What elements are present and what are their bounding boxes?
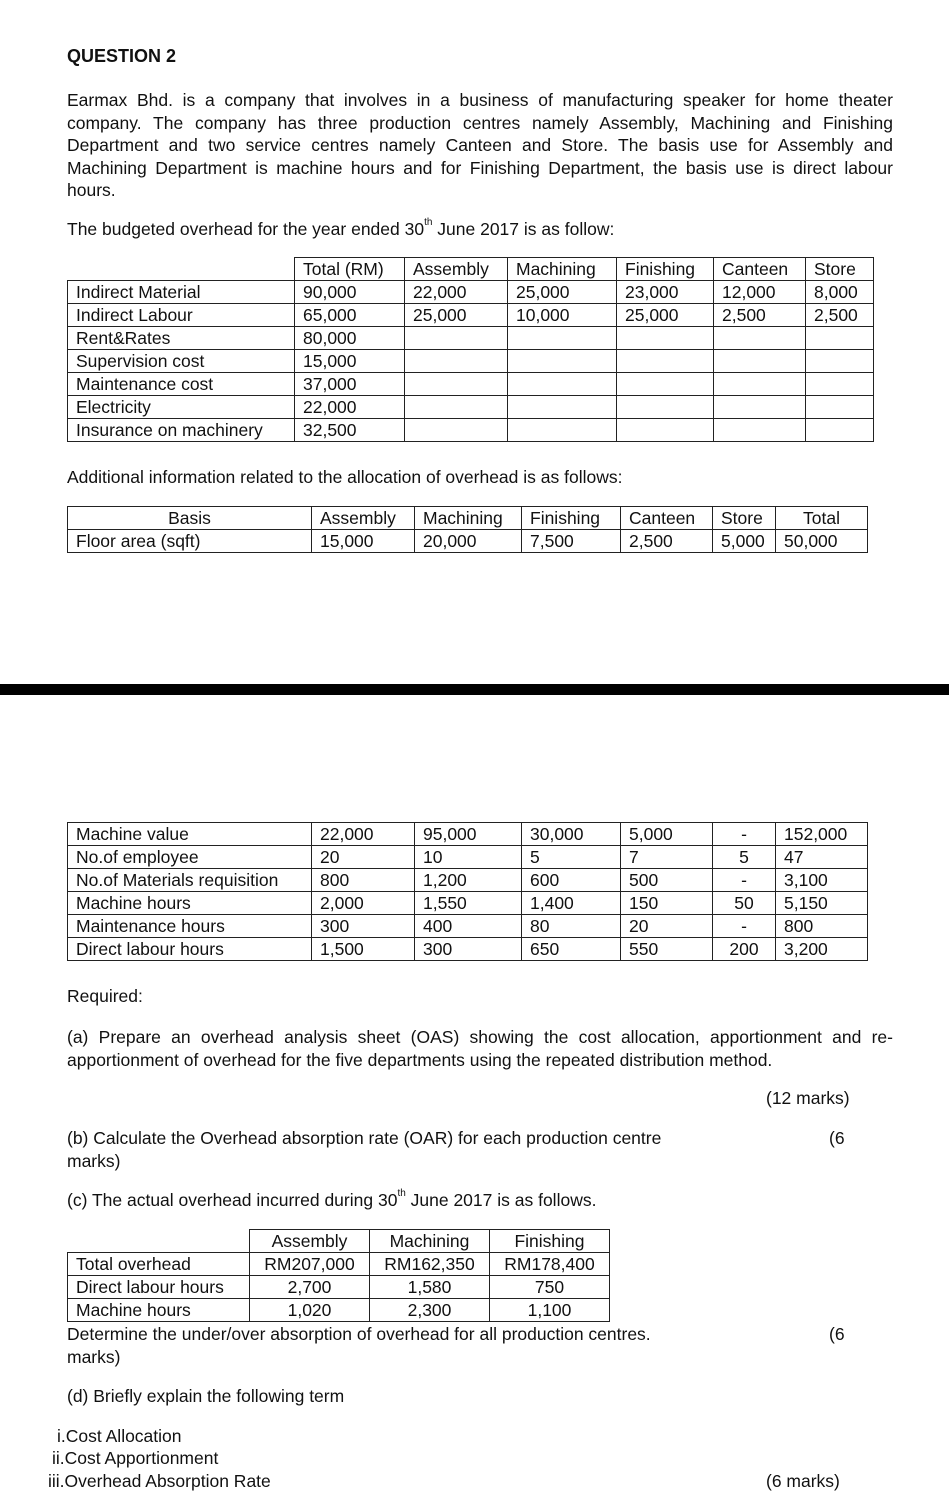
cell: 2,000 <box>312 892 415 915</box>
header-cell <box>68 258 295 281</box>
cell: 750 <box>490 1276 610 1299</box>
cell: RM162,350 <box>370 1253 490 1276</box>
cell: 1,550 <box>415 892 522 915</box>
header-cell: Assembly <box>250 1230 370 1253</box>
table-row <box>68 304 874 327</box>
cell: 3,200 <box>776 938 868 961</box>
header-cell <box>68 1230 250 1253</box>
cell: 25,000 <box>405 304 508 327</box>
cell: 1,580 <box>370 1276 490 1299</box>
row-label: Insurance on machinery <box>68 419 295 442</box>
cell: RM207,000 <box>250 1253 370 1276</box>
row-label: Rent&Rates <box>68 327 295 350</box>
cell <box>617 327 714 350</box>
table-row <box>68 530 868 553</box>
cell: 5,150 <box>776 892 868 915</box>
cell: 20 <box>621 915 713 938</box>
cell <box>405 373 508 396</box>
table-row <box>68 1253 610 1276</box>
cell: 37,000 <box>295 373 405 396</box>
cell: 300 <box>415 938 522 961</box>
cell <box>806 373 874 396</box>
row-label: Machine hours <box>68 1299 250 1322</box>
cell: 32,500 <box>295 419 405 442</box>
part-d-text: (d) Briefly explain the following term <box>67 1386 345 1406</box>
header-cell: Machining <box>508 258 617 281</box>
cell: 2,700 <box>250 1276 370 1299</box>
cell: 2,500 <box>806 304 874 327</box>
part-c-text-end: June 2017 is as follows. <box>405 1190 597 1210</box>
cell: 8,000 <box>806 281 874 304</box>
cell: 20 <box>312 846 415 869</box>
cell: 80,000 <box>295 327 405 350</box>
cell: 5 <box>522 846 621 869</box>
part-b-text: (b) Calculate the Overhead absorption rate (OAR) for each production centre <box>67 1128 662 1148</box>
part-c-text-start: (c) The actual overhead incurred during 30 <box>67 1190 398 1210</box>
cell <box>617 419 714 442</box>
basis-table <box>67 506 868 553</box>
row-label: Electricity <box>68 396 295 419</box>
cell <box>405 327 508 350</box>
cell: 550 <box>621 938 713 961</box>
cell: 22,000 <box>295 396 405 419</box>
cell: 7,500 <box>522 530 621 553</box>
cell <box>508 396 617 419</box>
table-row <box>68 846 868 869</box>
row-label: Machine value <box>68 823 312 846</box>
part-c-text <box>67 1190 596 1211</box>
table-row <box>68 350 874 373</box>
cell: 50,000 <box>776 530 868 553</box>
cell: 500 <box>621 869 713 892</box>
cell <box>714 396 806 419</box>
header-cell: Store <box>806 258 874 281</box>
cell: - <box>713 915 776 938</box>
header-cell: Total <box>776 507 868 530</box>
cell: 65,000 <box>295 304 405 327</box>
cell: 25,000 <box>617 304 714 327</box>
header-cell: Basis <box>68 507 312 530</box>
cell <box>806 327 874 350</box>
intro-paragraph: Earmax Bhd. is a company that involves in a business of manufacturing speaker for home theater company. The company has three production centres namely Assembly, Machining and Finishing Department and two service centres namely Canteen and Store. The basis use for Assembly and Machining Department is machine hours and for Finishing Department, the basis use is direct labour hours. <box>67 90 893 200</box>
budget-intro-text: The budgeted overhead for the year ended 30 <box>67 219 425 239</box>
page-divider <box>0 684 949 695</box>
cell: 30,000 <box>522 823 621 846</box>
cell <box>405 396 508 419</box>
row-label: Direct labour hours <box>68 938 312 961</box>
overhead-table-header <box>68 258 874 281</box>
cell: 152,000 <box>776 823 868 846</box>
part-a-marks: (12 marks) <box>766 1088 850 1108</box>
cell: 400 <box>415 915 522 938</box>
cell <box>508 350 617 373</box>
cell: 90,000 <box>295 281 405 304</box>
overhead-table <box>67 257 874 442</box>
row-label: Direct labour hours <box>68 1276 250 1299</box>
table-row <box>68 938 868 961</box>
part-b-marks-close: marks) <box>67 1151 121 1171</box>
header-cell: Canteen <box>714 258 806 281</box>
cell: RM178,400 <box>490 1253 610 1276</box>
cell <box>806 396 874 419</box>
row-label: Maintenance cost <box>68 373 295 396</box>
cell <box>508 419 617 442</box>
cell <box>617 350 714 373</box>
header-cell: Assembly <box>312 507 415 530</box>
table-row <box>68 915 868 938</box>
cell <box>806 350 874 373</box>
cell: 1,020 <box>250 1299 370 1322</box>
additional-info: Additional information related to the allocation of overhead is as follows: <box>67 467 623 487</box>
table-row <box>68 373 874 396</box>
cell: 300 <box>312 915 415 938</box>
row-label: Floor area (sqft) <box>68 530 312 553</box>
cell: 80 <box>522 915 621 938</box>
cell: 47 <box>776 846 868 869</box>
cell <box>617 373 714 396</box>
part-a-text: (a) Prepare an overhead analysis sheet (OAS) showing the cost allocation, apportionment and re-apportionment of overhead for the five departments using the repeated distribution method. <box>67 1027 893 1070</box>
part-b-marks-open: (6 <box>829 1128 845 1148</box>
cell <box>714 350 806 373</box>
table-row <box>68 327 874 350</box>
table-row <box>68 1276 610 1299</box>
cell: 25,000 <box>508 281 617 304</box>
cell: 7 <box>621 846 713 869</box>
cell: 1,400 <box>522 892 621 915</box>
row-label: Maintenance hours <box>68 915 312 938</box>
cell: - <box>713 823 776 846</box>
cell: 800 <box>312 869 415 892</box>
cell: 3,100 <box>776 869 868 892</box>
header-cell: Assembly <box>405 258 508 281</box>
cell <box>405 419 508 442</box>
row-label: Total overhead <box>68 1253 250 1276</box>
cell <box>508 373 617 396</box>
header-cell: Finishing <box>522 507 621 530</box>
part-d-item: i.Cost Allocation <box>57 1426 182 1446</box>
table-row <box>68 892 868 915</box>
row-label: No.of employee <box>68 846 312 869</box>
cell: 10,000 <box>508 304 617 327</box>
row-label: Indirect Labour <box>68 304 295 327</box>
cell: 600 <box>522 869 621 892</box>
cell <box>617 396 714 419</box>
cell: 50 <box>713 892 776 915</box>
cell: 150 <box>621 892 713 915</box>
cell: 2,500 <box>621 530 713 553</box>
cell: 650 <box>522 938 621 961</box>
cell: 1,500 <box>312 938 415 961</box>
cell: 22,000 <box>312 823 415 846</box>
required-label: Required: <box>67 986 143 1006</box>
row-label: Supervision cost <box>68 350 295 373</box>
cell: 95,000 <box>415 823 522 846</box>
cell: 2,300 <box>370 1299 490 1322</box>
cell <box>714 327 806 350</box>
table-row <box>68 281 874 304</box>
cell: 15,000 <box>312 530 415 553</box>
actual-table-header <box>68 1230 610 1253</box>
cell: 800 <box>776 915 868 938</box>
cell <box>806 419 874 442</box>
cell <box>405 350 508 373</box>
part-c-question: Determine the under/over absorption of overhead for all production centres. <box>67 1324 651 1344</box>
header-cell: Total (RM) <box>295 258 405 281</box>
budget-intro <box>67 219 614 240</box>
cell: 1,200 <box>415 869 522 892</box>
part-c-marks-close: marks) <box>67 1347 121 1367</box>
cell: - <box>713 869 776 892</box>
row-label: Indirect Material <box>68 281 295 304</box>
cell: 15,000 <box>295 350 405 373</box>
cell <box>508 327 617 350</box>
header-cell: Finishing <box>490 1230 610 1253</box>
table-row <box>68 869 868 892</box>
header-cell: Store <box>713 507 776 530</box>
part-d-item: ii.Cost Apportionment <box>52 1448 219 1468</box>
row-label: No.of Materials requisition <box>68 869 312 892</box>
row-label: Machine hours <box>68 892 312 915</box>
cell: 23,000 <box>617 281 714 304</box>
cell: 12,000 <box>714 281 806 304</box>
basis-table-continued <box>67 822 868 961</box>
table-row <box>68 1299 610 1322</box>
cell: 5,000 <box>713 530 776 553</box>
cell: 200 <box>713 938 776 961</box>
part-d-item: iii.Overhead Absorption Rate <box>48 1471 271 1491</box>
table-row <box>68 419 874 442</box>
cell: 20,000 <box>415 530 522 553</box>
part-c-sup: th <box>397 1188 406 1199</box>
header-cell: Machining <box>370 1230 490 1253</box>
cell: 5 <box>713 846 776 869</box>
header-cell: Machining <box>415 507 522 530</box>
part-c-marks-open: (6 <box>829 1324 845 1344</box>
part-d-marks: (6 marks) <box>766 1471 840 1491</box>
actual-overhead-table <box>67 1229 610 1322</box>
table-row <box>68 823 868 846</box>
header-cell: Canteen <box>621 507 713 530</box>
budget-intro-text-end: June 2017 is as follow: <box>432 219 615 239</box>
table-row <box>68 396 874 419</box>
budget-intro-sup: th <box>424 217 433 228</box>
cell <box>714 373 806 396</box>
header-cell: Finishing <box>617 258 714 281</box>
question-title: QUESTION 2 <box>67 46 177 66</box>
cell: 5,000 <box>621 823 713 846</box>
cell <box>714 419 806 442</box>
cell: 10 <box>415 846 522 869</box>
basis-table-header <box>68 507 868 530</box>
cell: 1,100 <box>490 1299 610 1322</box>
cell: 2,500 <box>714 304 806 327</box>
cell: 22,000 <box>405 281 508 304</box>
